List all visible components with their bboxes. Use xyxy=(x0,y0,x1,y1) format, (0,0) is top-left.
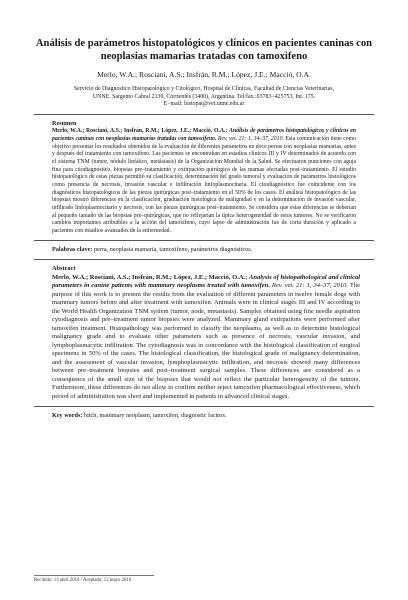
resumen-section xyxy=(34,120,374,236)
affiliation-line: Servicio de Diagnóstico Histopatológico y Citológico, Hospital de Clínicas, Facultad de Ciencias Veterinarias, xyxy=(73,86,335,92)
abstract-text: The purpose of this work is to present the results from the evaluation of different parameters in twelve female dogs with mammary tumors before and after treatment with tamoxifen. Animals were in clinical stages III and IV according to the World Health Organization TNM system (tumor, node, metastasis). Samples obtained using fine needle aspiration cytodiagnosis and pre–treatment tumor biopsies were analyzed. Mammary gland extirpations were performed after tamoxifen treatment. Histopathology was performed to classify the neoplasms, as well as to determine histological malignancy grade and to evaluate other parameters such as presence of necrosis, vascular invasion, and lymphoplasmacytic infiltration. The cytodiagnosis was in concordance with the histological classification of surgical specimens in 50% of the cases. The histological classification, the histological grade of malignancy determination, and the assessment of vascular invasion, lymphoplasmacytic infiltration, and necrosis showed many differences between pre–treatment biopsies and post–treatment surgical samples. These differences are considered as a consequence of the small size of the biopsies that would not reflect the particular heterogeneity of the tumors. Furthermore, these differences do not allow to confirm neither reject tamoxifen pharmacological effectiveness, which period of administration was short and implemented in patients in advanced clinical stages. xyxy=(52,282,360,400)
affiliation-line: UNNE. Sargento Cabral 2139, Corrientes (3400), Argentina. Tel/fax.:03783−425753, Int. 175. xyxy=(92,93,316,100)
abstract-citation-authors: Merlo, W.A.; Rosciani, A.S.; Insfrán, R.M.; López, J.E.; Macció, O.A.: xyxy=(52,273,248,281)
key-words-text: bitch, mammary neoplasm, tamoxifen, diagnostic factors. xyxy=(83,412,227,420)
resumen-text: Esta comunicación tiene como objetivo presentar los resultados obtenidos de la evaluación de diferentes parámetros en doce perras con neoplasias mamarias, antes y después del tratamiento con tamoxifeno. Las pacientes se encontraban en estadios clínicos III y IV determinados de acuerdo con el sistema TNM (tumor, nódulo linfático, metástasis) de la Organización Mundial de la Salud. Se efectuaron punciones con aguja fina para citodiagnóstico, biopsias pre–tratamiento y extirpación quirúrgica de las mamas afectadas post–tratamiento. El estudio histopatológico de estas piezas permitió su clasificación, determinación del grado tumoral y evaluación de parámetros histológicos como presencia de necrosis, invasión vascular e infiltración linfoplasmocitaria. El citodiagnóstico fue coincidente con los diagnósticos histopatológicos de las piezas quirúrgicas post–tratamiento en el 50% de los casos. El análisis histopatológico de las biopsias mostró diferencias en la clasificación, graduación histológica de malignidad y en la determinación de invasión vascular, infiltrado linfoplasmocitario y necrosis, con las piezas quirúrgicas post–tratamiento. Se considera que estas diferencias se deberían al pequeño tamaño de las biopsias pre–quirúrgicas, que no reflejarían la típica heterogeneidad de estos tumores. No se verificaron cambios importantes atribuibles a la acción del tamoxifeno, cuyo lapso de administración fue de corta duración y aplicado a pacientes con estadios avanzados de la enfermedad. xyxy=(52,135,357,234)
resumen-citation-ref: Rev. vet. 21: 1, 34–37, 2010. xyxy=(217,135,284,142)
received-accepted-footer xyxy=(34,575,374,583)
divider xyxy=(34,406,374,407)
affiliation-email: E−mail: histopat@vet.unne.edu.ar xyxy=(163,101,245,108)
key-words xyxy=(52,412,374,420)
affiliation-block xyxy=(34,86,374,109)
received-accepted-dates: Recibido: 13 abril 2010 / Aceptado: 12 mayo 2010 xyxy=(34,578,132,583)
abstract-citation-ref: Rev. vet. 21: 1, 34–37, 2010. xyxy=(271,282,348,290)
resumen-heading: Resumen xyxy=(52,119,77,127)
footer-rule xyxy=(34,575,154,576)
divider xyxy=(34,240,374,241)
abstract-citation-title: Analysis of histopathological and clinical parameters in canine patients with mammary neoplasms treated with tamoxifen. xyxy=(52,273,361,290)
key-words-label: Key words: xyxy=(52,412,83,420)
article-title: Análisis de parámetros histopatológicos y clínicos en pacientes caninas con neoplasias mamarias tratadas con tamoxifeno xyxy=(35,38,373,62)
resumen-citation-authors: Merlo, W.A.; Rosciani, A.S.; Insfrán, R.M.; López, J.E.; Macció, O.A.: xyxy=(52,128,228,135)
resumen-body xyxy=(52,128,356,235)
palabras-clave-text: perra, neoplasia mamaria, tamoxifeno, parámetros diagnósticos. xyxy=(93,246,253,254)
abstract-heading: Abstract xyxy=(52,265,76,273)
palabras-clave-label: Palabras clave: xyxy=(52,246,93,254)
article-page xyxy=(34,38,374,420)
divider xyxy=(34,114,374,115)
abstract-section xyxy=(34,265,374,401)
divider xyxy=(34,259,374,260)
palabras-clave xyxy=(52,246,374,254)
article-authors: Merlo, W.A.; Rosciani, A.S.; Insfrán, R.M.; López, J.E.; Macció, O.A. xyxy=(97,70,311,79)
abstract-body xyxy=(52,274,360,402)
resumen-citation-title: Análisis de parámetros histopatológicos y clínicos en pacientes caninas con neoplasias mamarias tratadas con tamoxifeno. xyxy=(52,128,356,142)
